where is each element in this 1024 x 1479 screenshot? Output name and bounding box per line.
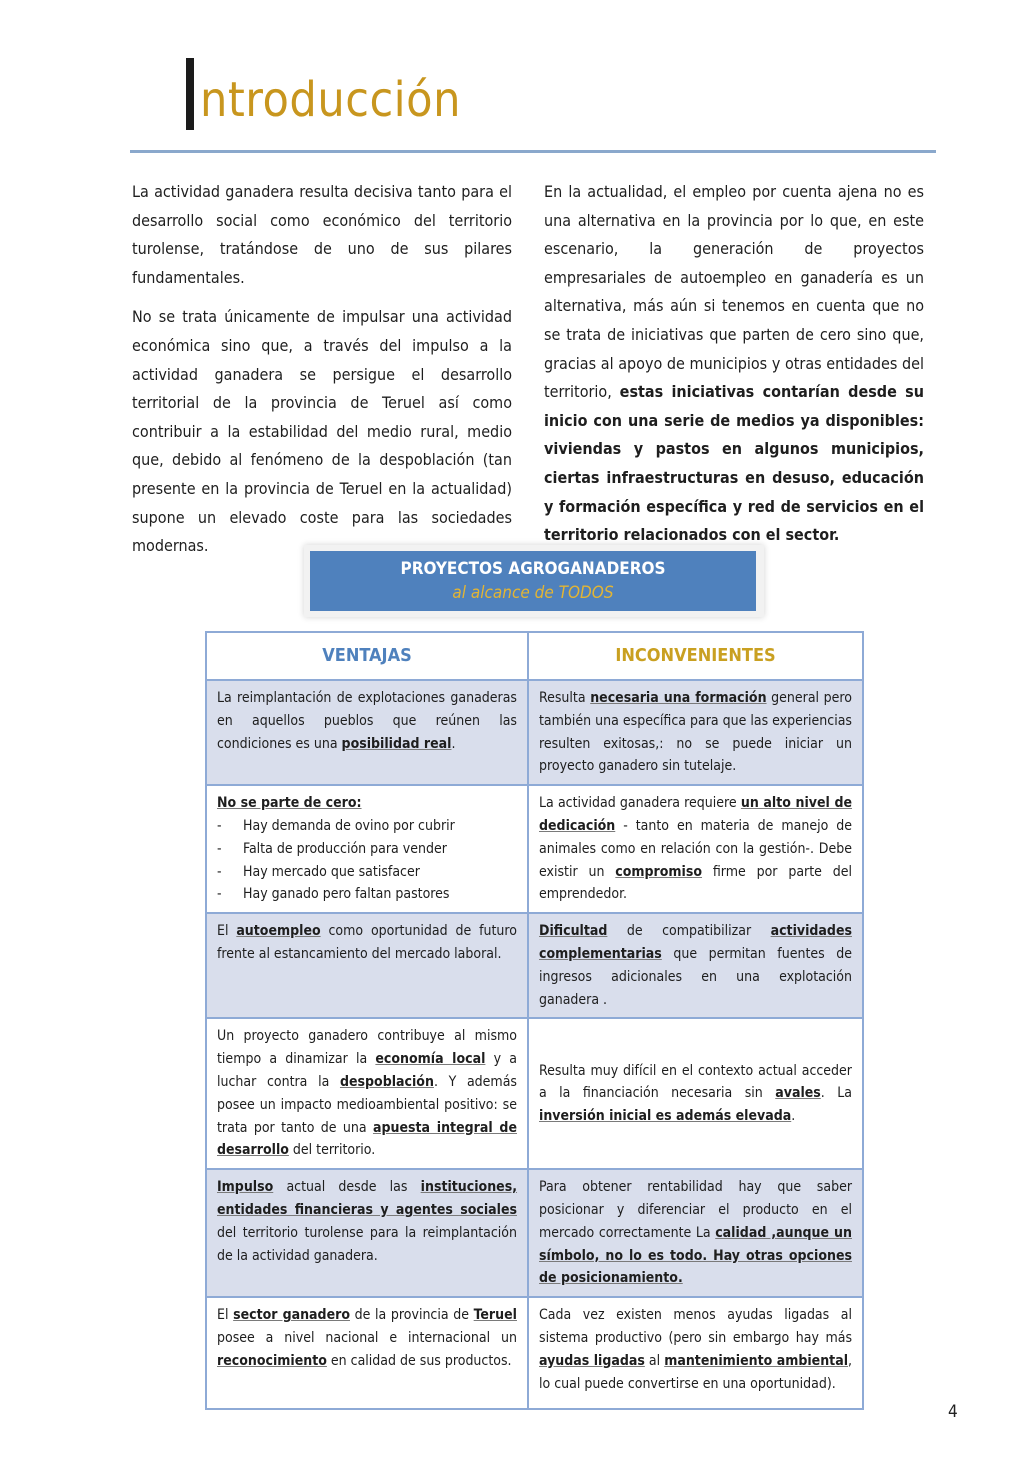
intro-right-column bbox=[544, 178, 924, 561]
list-item-text: Hay mercado que satisfacer bbox=[243, 863, 420, 880]
cell-highlight: Impulso bbox=[217, 1179, 274, 1196]
intro-left-column bbox=[132, 178, 512, 572]
inconveniente-cell bbox=[528, 1169, 863, 1297]
cell-text: de compatibilizar bbox=[607, 923, 771, 940]
cell-highlight: despoblación bbox=[339, 1073, 434, 1090]
cell-text: . La bbox=[820, 1085, 852, 1102]
table-row bbox=[206, 680, 863, 785]
table-row bbox=[206, 1169, 863, 1297]
table-row bbox=[206, 785, 863, 913]
cell-text: posee a nivel nacional e internacional un bbox=[217, 1329, 517, 1346]
cell-highlight: Dificultad bbox=[539, 923, 608, 940]
intro-right-bold-text: estas iniciativas contarían desde su inicio con una serie de medios ya disponibles: viviendas y pastos en algunos municipios, ciertas infraestructuras en desuso, educación y formación específica y red de servicios en el territorio relacionados con el sector. bbox=[544, 382, 924, 545]
cell-text: firme por parte del emprendedor. bbox=[539, 863, 852, 903]
ventaja-cell bbox=[206, 913, 528, 1018]
table-header-row bbox=[206, 632, 863, 680]
banner-title: PROYECTOS AGROGANADEROS bbox=[400, 559, 666, 579]
inconveniente-cell bbox=[528, 680, 863, 785]
inconveniente-cell bbox=[528, 785, 863, 913]
cell-text: que permitan fuentes de ingresos adicionales en una explotación ganadera . bbox=[539, 945, 852, 1008]
cell-highlight: necesaria una formación bbox=[590, 690, 767, 706]
intro-left-paragraph-2: No se trata únicamente de impulsar una actividad económica sino que, a través del impulso a la actividad ganadera se persigue el desarrollo territorial de la provincia de Teruel así como contribuir a la estabilidad del medio rural, medio que, debido al fenómeno de la despoblación (tan presente en la provincia de Teruel en la actualidad) supone un elevado coste para las sociedades modernas. bbox=[132, 307, 512, 556]
list-dash: - bbox=[217, 886, 222, 903]
cell-text: Resulta muy difícil en el contexto actual acceder a la financiación necesaria sin bbox=[539, 1062, 852, 1102]
cell-text: La reimplantación de explotaciones ganaderas en aquellos pueblos que reúnen las condiciones es una bbox=[217, 690, 517, 752]
cell-text: . Y además posee un impacto medioambiental positivo: se trata por tanto de una bbox=[217, 1073, 517, 1136]
cell-text: - tanto en materia de manejo de animales como en relación con la gestión-. Debe existir un bbox=[539, 817, 852, 880]
cell-highlight: mantenimiento ambiental bbox=[664, 1352, 849, 1369]
cell-highlight: reconocimiento bbox=[217, 1352, 327, 1369]
ventaja-cell bbox=[206, 1169, 528, 1297]
banner-subtitle: al alcance de TODOS bbox=[452, 583, 614, 603]
cell-text: . bbox=[451, 735, 456, 752]
title-initial bbox=[186, 58, 194, 130]
list-item bbox=[217, 838, 517, 861]
ventaja-cell bbox=[206, 1018, 528, 1169]
list-dash: - bbox=[217, 817, 222, 834]
cell-highlight: calidad ,aunque un símbolo, no lo es todo. Hay otras opciones de posicionamiento. bbox=[539, 1224, 852, 1287]
list-item-text: Hay demanda de ovino por cubrir bbox=[243, 817, 455, 834]
pros-cons-table bbox=[205, 631, 864, 1410]
cell-highlight: un alto nivel de dedicación bbox=[539, 795, 853, 834]
cell-highlight: actividades complementarias bbox=[539, 923, 852, 962]
list-item bbox=[217, 861, 517, 884]
cell-text: y a luchar contra la bbox=[217, 1051, 517, 1090]
cell-text: Un proyecto ganadero contribuye al mismo tiempo a dinamizar la bbox=[217, 1028, 517, 1068]
list-item-text: Hay ganado pero faltan pastores bbox=[243, 886, 450, 903]
header-ventajas: VENTAJAS bbox=[206, 632, 528, 680]
cell-highlight: posibilidad real bbox=[341, 735, 452, 752]
table-row bbox=[206, 1297, 863, 1409]
inconveniente-cell bbox=[528, 1018, 863, 1169]
cell-highlight: avales bbox=[775, 1085, 821, 1102]
list-item bbox=[217, 883, 517, 906]
cell-text: general pero también una específica para que las experiencias resulten exitosas,: no se puede iniciar un proyecto ganadero sin tutelaje. bbox=[539, 690, 853, 775]
cell-highlight: Teruel bbox=[473, 1307, 517, 1324]
cell-highlight: instituciones, entidades financieras y agentes sociales bbox=[217, 1179, 517, 1218]
cell-text: . bbox=[791, 1108, 796, 1125]
banner-box bbox=[310, 551, 756, 611]
cell-highlight: sector ganadero bbox=[233, 1307, 350, 1324]
cell-highlight: compromiso bbox=[615, 863, 703, 880]
cell-highlight: inversión inicial es además elevada bbox=[539, 1108, 792, 1125]
cell-text: Para obtener rentabilidad hay que saber posicionar y diferenciar el producto en el mercado correctamente La bbox=[539, 1179, 852, 1241]
intro-left-paragraph-1: La actividad ganadera resulta decisiva tanto para el desarrollo social como económico del territorio turolense, tratándose de uno de sus pilares fundamentales. bbox=[132, 182, 512, 287]
cell-text: Resulta bbox=[539, 690, 591, 706]
list-item-text: Falta de producción para vender bbox=[243, 840, 447, 857]
projects-banner bbox=[304, 545, 764, 617]
table-row bbox=[206, 913, 863, 1018]
cell-text: como oportunidad de futuro frente al estancamiento del mercado laboral. bbox=[217, 923, 517, 962]
cell-highlight: economía local bbox=[375, 1051, 486, 1068]
list-dash: - bbox=[217, 840, 222, 857]
cell-text: La actividad ganadera requiere bbox=[539, 795, 741, 812]
table-row bbox=[206, 1018, 863, 1169]
list-dash: - bbox=[217, 863, 222, 880]
cell-highlight: No se parte de cero: bbox=[217, 795, 362, 812]
inconveniente-cell bbox=[528, 913, 863, 1018]
intro-right-text: En la actualidad, el empleo por cuenta ajena no es una alternativa en la provincia por lo que, en este escenario, la generación de proyectos empresariales de autoempleo en ganadería es un alternativa, más aún si tenemos en cuenta que no se trata de iniciativas que parten de cero sino que, gracias al apoyo de municipios y otras entidades del territorio, bbox=[544, 182, 924, 402]
header-inconvenientes: INCONVENIENTES bbox=[528, 632, 863, 680]
cell-text: Cada vez existen menos ayudas ligadas al sistema productivo (pero sin embargo hay más bbox=[539, 1307, 852, 1346]
title-area bbox=[130, 52, 936, 153]
cell-text: al bbox=[644, 1352, 665, 1369]
inconveniente-cell bbox=[528, 1297, 863, 1409]
cell-text: actual desde las bbox=[273, 1179, 421, 1196]
cell-text: en calidad de sus productos. bbox=[326, 1352, 512, 1369]
ventaja-cell bbox=[206, 785, 528, 913]
cell-text: , lo cual puede convertirse en una oportunidad). bbox=[539, 1352, 853, 1392]
ventaja-cell bbox=[206, 680, 528, 785]
cell-text: El bbox=[217, 923, 237, 940]
page-number: 4 bbox=[948, 1402, 958, 1422]
cell-text: El bbox=[217, 1307, 234, 1324]
cell-text: de la provincia de bbox=[349, 1307, 474, 1324]
intro-right-paragraph bbox=[544, 178, 924, 550]
cell-text: del territorio. bbox=[288, 1142, 376, 1159]
cell-text: del territorio turolense para la reimplantación de la actividad ganadera. bbox=[217, 1224, 517, 1264]
list-item bbox=[217, 815, 517, 838]
cell-highlight: autoempleo bbox=[236, 923, 321, 940]
cell-highlight: apuesta integral de desarrollo bbox=[217, 1119, 517, 1159]
page-title: ntroducción bbox=[200, 72, 461, 128]
cell-highlight: ayudas ligadas bbox=[539, 1352, 645, 1369]
ventaja-cell bbox=[206, 1297, 528, 1409]
